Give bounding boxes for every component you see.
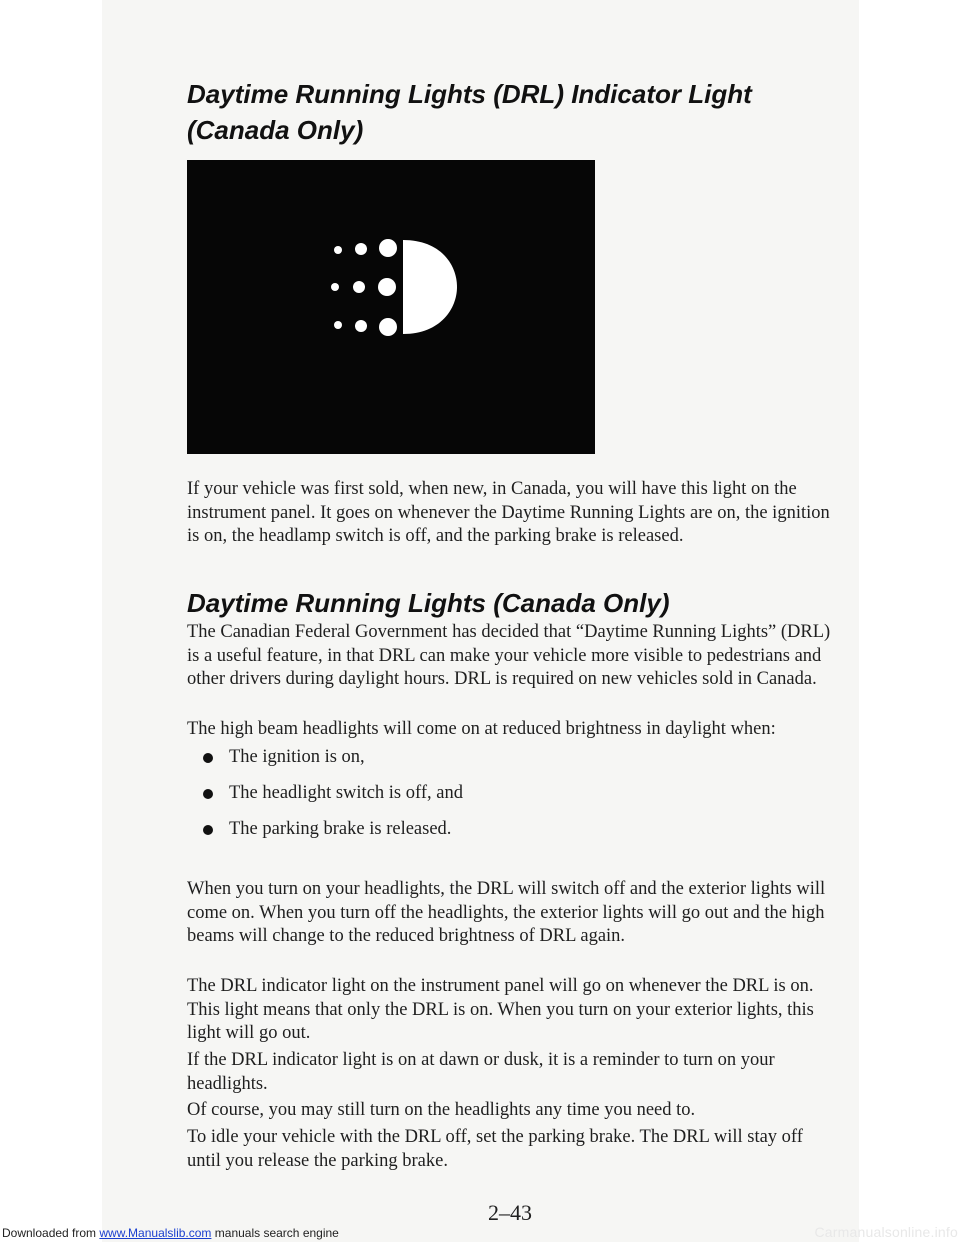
section-title-drl: Daytime Running Lights (Canada Only): [187, 588, 670, 618]
list-item: The parking brake is released.: [187, 818, 827, 854]
section-title-drl-indicator: Daytime Running Lights (DRL) Indicator Light (Canada Only): [187, 79, 752, 145]
paragraph-government: The Canadian Federal Government has decided that “Daytime Running Lights” (DRL) is a useful feature, in that DRL can make your vehicle more visible to pedestrians and other drivers during daylight hours. DRL is required on new vehicles sold in Canada.: [187, 622, 831, 689]
paragraph-headlights-on: When you turn on your headlights, the DRL will switch off and the exterior lights will come on. When you turn off the headlights, the exterior lights will go out and the high beams will change to the reduced brightness of DRL again.: [187, 879, 826, 946]
manualslib-link[interactable]: www.Manualslib.com: [99, 1226, 212, 1240]
paragraph-dawn-dusk: If the DRL indicator light is on at dawn or dusk, it is a reminder to turn on your headlights.: [187, 1050, 775, 1094]
bullet-icon: [203, 789, 213, 799]
bullet-icon: [203, 753, 213, 763]
drl-indicator-icon: [187, 160, 595, 454]
drl-indicator-figure: [187, 160, 595, 454]
page-number: 2–43: [488, 1200, 532, 1225]
site-watermark: Carmanualsonline.info: [814, 1224, 958, 1240]
paragraph-indicator: The DRL indicator light on the instrument panel will go on whenever the DRL is on. This light means that only the DRL is on. When you turn on your exterior lights, this light will go out.: [187, 976, 814, 1043]
bullet-icon: [203, 825, 213, 835]
conditions-list: [187, 746, 827, 854]
list-item: The ignition is on,: [187, 746, 827, 782]
download-notice: Downloaded from www.Manualslib.com manuals search engine: [2, 1226, 339, 1240]
paragraph-any-time: Of course, you may still turn on the headlights any time you need to.: [187, 1100, 696, 1120]
list-item: The headlight switch is off, and: [187, 782, 827, 818]
drl-indicator-paragraph: If your vehicle was first sold, when new, in Canada, you will have this light on the instrument panel. It goes on whenever the Daytime Running Lights are on, the ignition is on, the headlamp switch is off, and the parking brake is released.: [187, 479, 830, 546]
paragraph-high-beam: The high beam headlights will come on at reduced brightness in daylight when:: [187, 719, 776, 739]
paragraph-idle: To idle your vehicle with the DRL off, set the parking brake. The DRL will stay off until you release the parking brake.: [187, 1127, 803, 1171]
